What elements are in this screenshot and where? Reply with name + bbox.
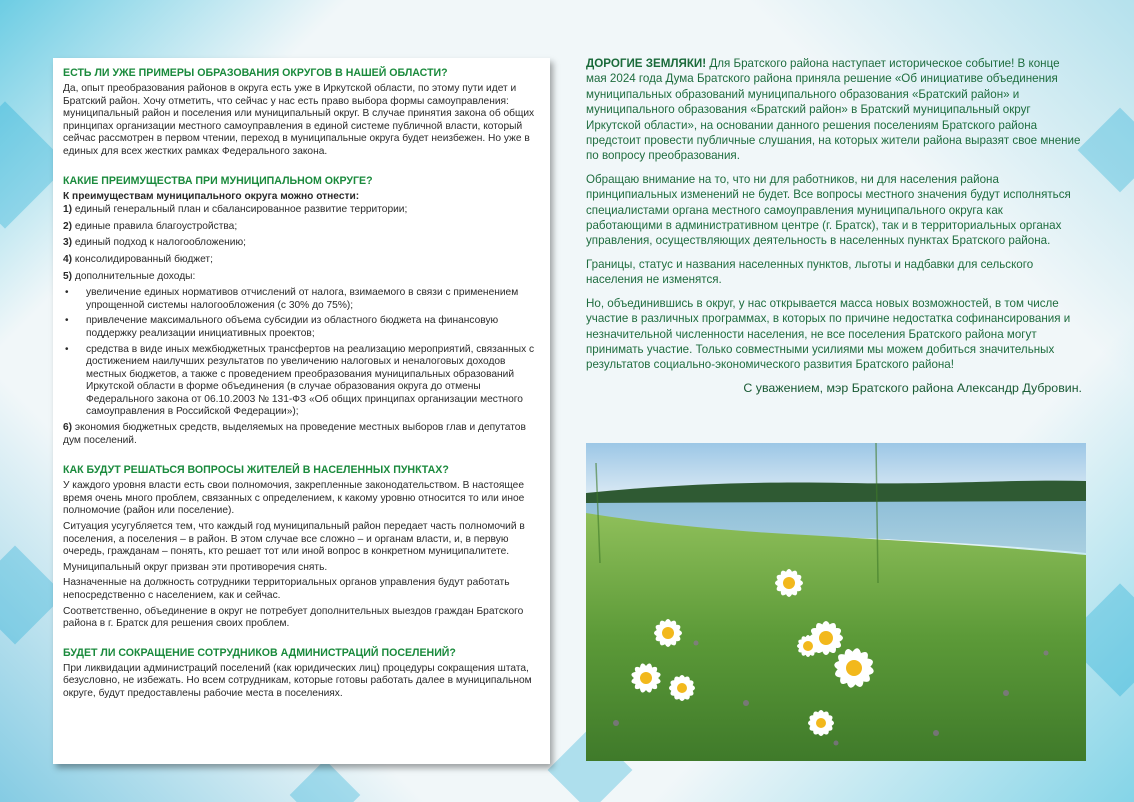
left-column-card (53, 58, 550, 764)
section-lead: К преимуществам муниципального округа можно отнести: (63, 190, 360, 202)
section-text: У каждого уровня власти есть свои полномочия, закрепленные законодательством. В настоящее время очень много проблем, связанных с определением, к какому уровню относится то или иное полномочие (район или поселение). (63, 480, 525, 517)
greeting: ДОРОГИЕ ЗЕМЛЯКИ! (586, 57, 707, 70)
list-item: 6) экономия бюджетных средств, выделяемых на проведение местных выборов глав и депутатов дум поселений. (63, 422, 526, 446)
bullet-list (63, 287, 541, 419)
section-text: Да, опыт преобразования районов в округа есть уже в Иркутской области, по этому пути идет и Братский район. Хочу отметить, что сейчас у нас есть право выбора формы самоуправления: муниципальный район и поселения или муниципальный округ. В случае принятия закона об общих принципах организации местного самоуправления в единой системе публичной власти, который сейчас рассмотрен в первом чтении, переход в муниципальные округа будет неизбежен. Но уже в единых для всех жестких рамках Федерального закона. (63, 83, 535, 157)
list-item: 2) единые правила благоустройства; (63, 220, 238, 232)
intro-paragraph: ДОРОГИЕ ЗЕМЛЯКИ! Для Братского района наступает историческое событие! В конце мая 2024 года Дума Братского района приняла решение «Об инициативе объединения муниципальных образований муниципального образования «Братский район» и муниципального образования «Братский район» в Братский муниципальный округ Иркутской области», на основании данного решения поселениям Братского района предстоит провести публичные слушания, на которых жители района выразят свое мнение по вопросу преобразования. (586, 57, 1081, 163)
bullet-item: • увеличение единых нормативов отчислений от налога, взимаемого в связи с применением упрощенной системы налогообложения (с 30% до 75%); (63, 287, 541, 312)
section-text: Соответственно, объединение в округ не потребует дополнительных выездов граждан Братского района в г. Братск для решения своих проблем. (63, 605, 524, 630)
list-item: 3) единый подход к налогообложению; (63, 237, 246, 249)
list-item: 1) единый генеральный план и сбалансированное развитие территории; (63, 204, 408, 216)
section-title: КАКИЕ ПРЕИМУЩЕСТВА ПРИ МУНИЦИПАЛЬНОМ ОКРУГЕ? (63, 174, 373, 187)
list-item: 4) консолидированный бюджет; (63, 253, 213, 265)
section-title: КАК БУДУТ РЕШАТЬСЯ ВОПРОСЫ ЖИТЕЛЕЙ В НАСЕЛЕННЫХ ПУНКТАХ? (63, 464, 449, 477)
meadow-daisies-photo (586, 443, 1086, 761)
paragraph: Но, объединившись в округ, у нас открывается масса новых возможностей, в том числе участие в различных программах, в которых по причине недостатка софинансирования и незначительной численности населения, не все поселения Братского района могут принимать участие. Только совместными усилиями мы можем добиться значительных результатов социально-экономического развития Братского района! (586, 296, 1071, 372)
bullet-item: • средства в виде иных межбюджетных трансфертов на реализацию мероприятий, связанных с достижением наилучших результатов по увеличению налоговых и неналоговых доходов местных бюджетов, а также с проведением преобразования муниципальных образований Иркутской области в форме объединения (в случае образования округа до отмены Федерального закона от 06.10.2003 № 131-ФЗ «Об общих принципах организации местного самоуправления в Российской Федерации»); (63, 344, 541, 420)
section-text: При ликвидации администраций поселений (как юридических лиц) процедуры сокращения штата, безусловно, не избежать. Но всем сотрудникам, которые готовы работать далее в муниципальном округе, будут предоставлены рабочие места в поселениях. (63, 662, 532, 699)
bullet-item: • привлечение максимального объема субсидии из областного бюджета на финансовую поддержку реализации инициативных проектов; (63, 315, 541, 340)
section-title: БУДЕТ ЛИ СОКРАЩЕНИЕ СОТРУДНИКОВ АДМИНИСТРАЦИЙ ПОСЕЛЕНИЙ? (63, 646, 456, 659)
section-text: Муниципальный округ призван эти противоречия снять. (63, 561, 328, 573)
signature: С уважением, мэр Братского района Александр Дубровин. (743, 380, 1082, 395)
list-item: 5) дополнительные доходы: (63, 270, 196, 282)
section-text: Ситуация усугубляется тем, что каждый год муниципальный район передает часть полномочий в поселения, а поселения – в район. В этом случае все сложно – и органам власти, и, в первую очередь, гражданам – понять, кто решает тот или иной вопрос в конкретном муниципалитете. (63, 521, 525, 558)
paragraph: Обращаю внимание на то, что ни для работников, ни для населения района принципиальных изменений не будет. Все вопросы местного значения будут исполняться специалистами органа местного самоуправления муниципального округа как работающими в административном центре (г. Братск), так и в территориальных органах управления, осуществляющих деятельность в населенных пунктах Братского района. (586, 172, 1071, 248)
section-text: Назначенные на должность сотрудники территориальных органов управления будут работать непосредственно с населением, как и сейчас. (63, 577, 510, 601)
section-title: ЕСТЬ ЛИ УЖЕ ПРИМЕРЫ ОБРАЗОВАНИЯ ОКРУГОВ В НАШЕЙ ОБЛАСТИ? (63, 67, 448, 79)
paragraph: Границы, статус и названия населенных пунктов, льготы и надбавки для сельского населения не изменятся. (586, 257, 1034, 287)
right-column (586, 56, 1082, 396)
